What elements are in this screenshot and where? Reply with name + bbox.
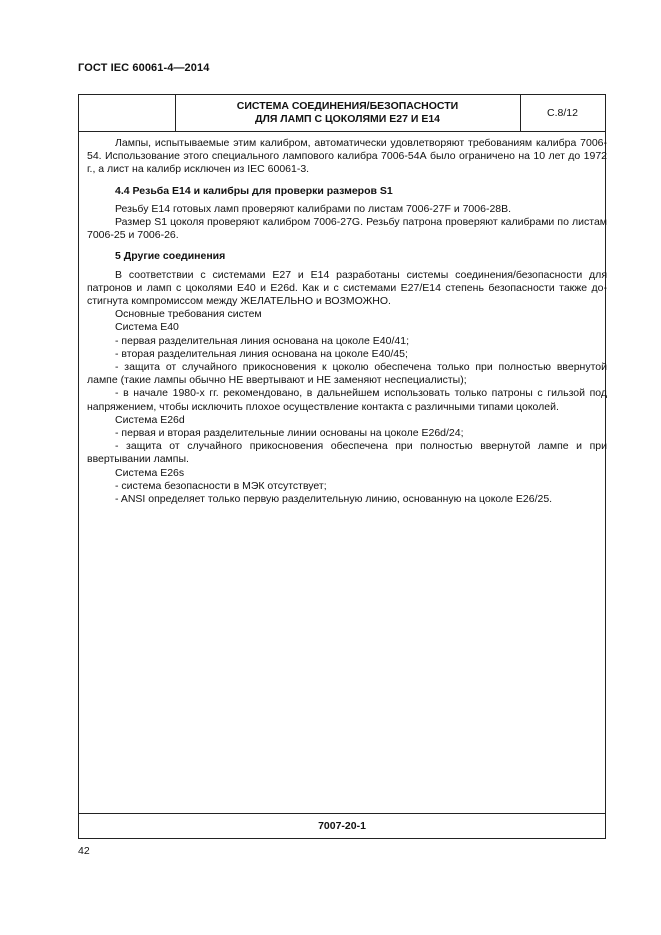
e26d-item-2: - защита от случайного прикосновения обеспечена при полностью ввернутой лампе и при ввертывании лампы.	[87, 440, 607, 466]
e26s-item-2: - ANSI определяет только первую разделительную линию, основанную на цоколе Е26/25.	[115, 493, 553, 506]
page-number: 42	[78, 845, 90, 857]
system-e40-label: Система Е40	[115, 321, 179, 334]
section-4-4-heading: 4.4 Резьба Е14 и калибры для проверки размеров S1	[115, 184, 393, 197]
s5-basic-requirements: Основные требования систем	[115, 308, 262, 321]
e26s-item-1: - система безопасности в МЭК отсутствует;	[115, 479, 327, 492]
section-5-heading: 5 Другие соединения	[115, 250, 226, 263]
document-code: ГОСТ IEC 60061-4—2014	[78, 62, 210, 74]
s44-paragraph-1: Резьбу Е14 готовых ламп проверяют калибрами по листам 7006-27F и 7006-28В.	[115, 202, 512, 215]
e40-item-3: - защита от случайного прикосновения к цоколю обеспечена только при полностью ввернутой лампе (такие лампы обычно НЕ ввертывают и НЕ заменяют неспециалисты);	[87, 361, 607, 387]
sheet-title-line1: СИСТЕМА СОЕДИНЕНИЯ/БЕЗОПАСНОСТИ	[236, 100, 459, 112]
sheet-header	[79, 95, 605, 132]
e40-item-4: - в начале 1980-х гг. рекомендовано, в дальнейшем использовать только патроны с гильзой под напряжением, чтобы исключить плохое осуществление контакта с различными типами цоколей.	[87, 387, 607, 413]
system-e26d-label: Система Е26d	[115, 413, 185, 426]
sheet-number: С.8/12	[547, 107, 578, 119]
s44-paragraph-2: Размер S1 цоколя проверяют калибром 7006-27G. Резьбу патрона проверяют калибрами по листам 7006-25 и 7006-26.	[87, 216, 607, 242]
sheet-footer-id: 7007-20-1	[79, 813, 605, 838]
e26d-item-1: - первая и вторая разделительные линии основаны на цоколе Е26d/24;	[115, 427, 464, 440]
sheet-title	[175, 95, 521, 131]
sheet-content	[87, 137, 607, 506]
sheet-frame	[78, 94, 606, 839]
s5-paragraph-1: В соответствии с системами Е27 и Е14 разработаны системы соединения/безопасности для патронов и ламп с цоколями Е40 и Е26d. Как и с системами Е27/Е14 степень безопасности также до-стигнута компромиссом между ЖЕЛАТЕЛЬНО и ВОЗМОЖНО.	[87, 268, 607, 308]
e40-item-1: - первая разделительная линия основана на цоколе Е40/41;	[115, 334, 409, 347]
system-e26s-label: Система Е26s	[115, 466, 185, 479]
e40-item-2: - вторая разделительная линия основана на цоколе Е40/45;	[115, 347, 408, 360]
header-empty-cell	[79, 95, 176, 131]
sheet-title-line2: ДЛЯ ЛАМП С ЦОКОЛЯМИ Е27 И Е14	[255, 113, 440, 125]
intro-paragraph: Лампы, испытываемые этим калибром, автоматически удовлетворяют требованиям калибра 7006-54. Использование этого специального лампового калибра 7006-54А было ограничено на 10 лет до 1972 г., а лист на калибр исключен из IEC 60061-3.	[87, 137, 607, 176]
